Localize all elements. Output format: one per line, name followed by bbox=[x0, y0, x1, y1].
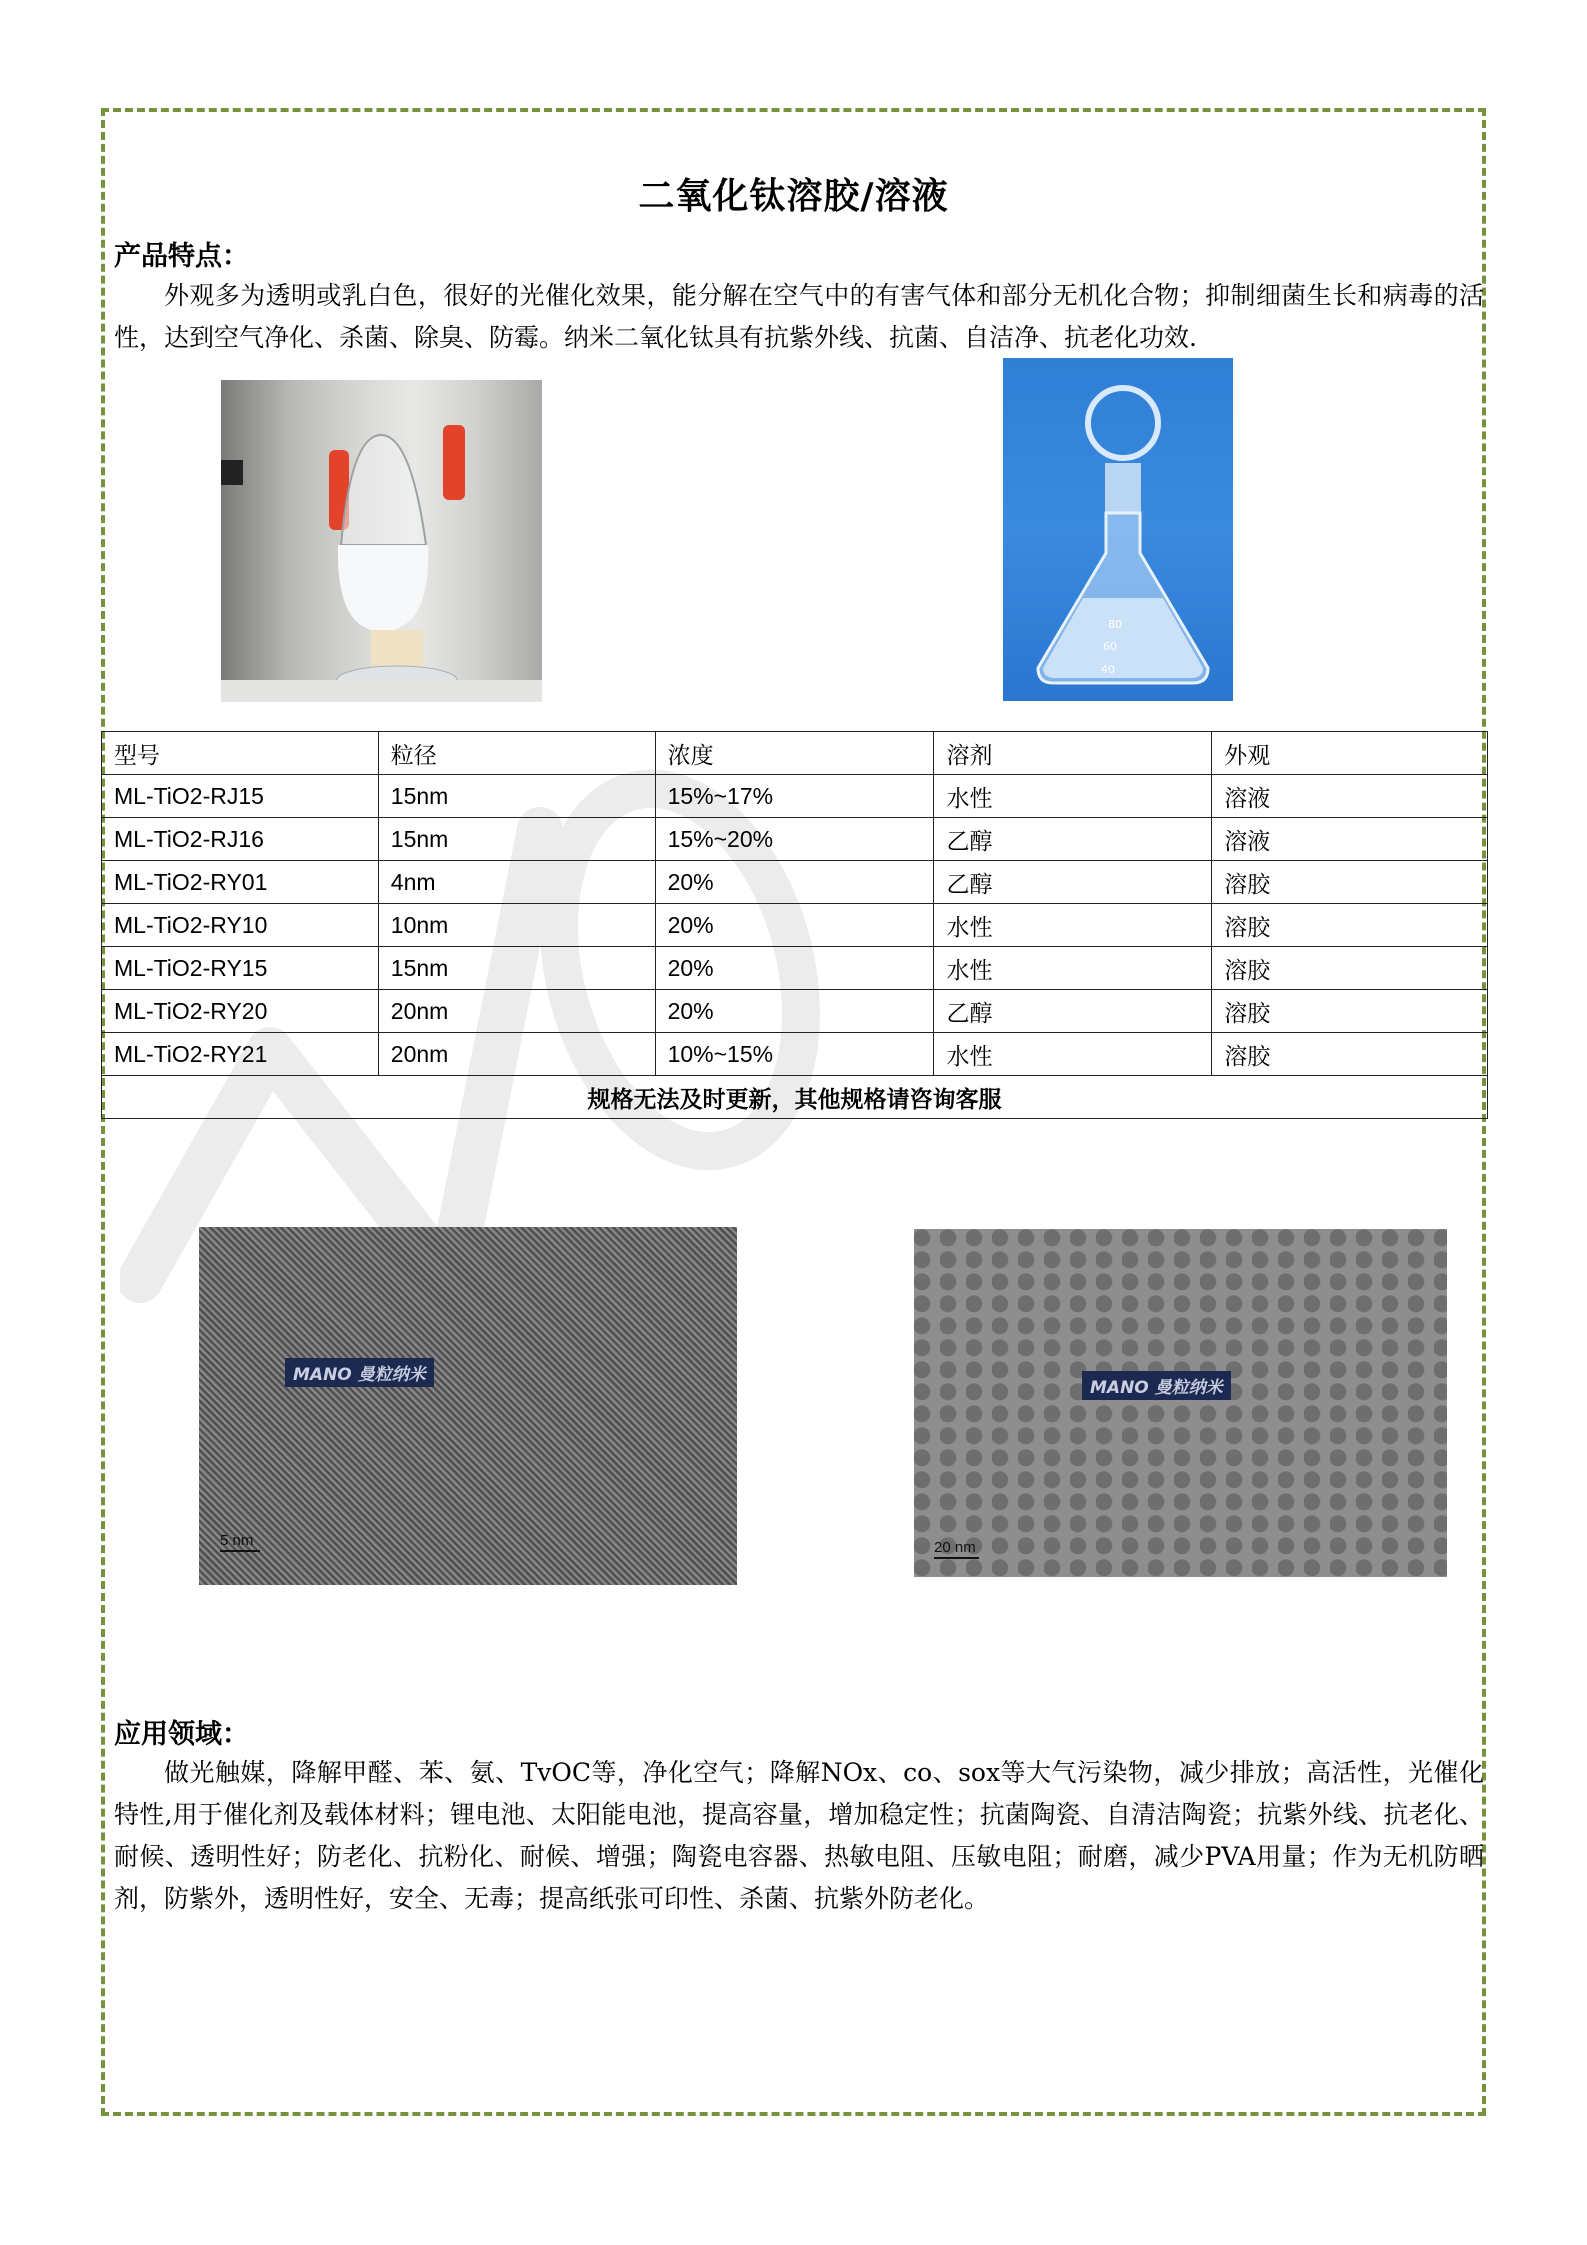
table-row bbox=[102, 861, 1488, 904]
cell-solvent: 水性 bbox=[934, 775, 1212, 818]
spec-table bbox=[101, 731, 1488, 1119]
cell-model: ML-TiO2-RY20 bbox=[102, 990, 379, 1033]
tem-image-particles bbox=[914, 1229, 1447, 1577]
table-row bbox=[102, 1033, 1488, 1076]
scale-bar-label: 20 nm bbox=[934, 1539, 979, 1559]
table-row bbox=[102, 775, 1488, 818]
header-concentration: 浓度 bbox=[655, 732, 934, 775]
cell-particle-size: 15nm bbox=[378, 947, 655, 990]
features-paragraph: 外观多为透明或乳白色，很好的光催化效果，能分解在空气中的有害气体和部分无机化合物；抑制细菌生长和病毒的活性，达到空气净化、杀菌、除臭、防霉。纳米二氧化钛具有抗紫外线、抗菌、自洁净、抗老化功效. bbox=[114, 281, 1484, 352]
table-row bbox=[102, 990, 1488, 1033]
solution-flask-photo bbox=[1003, 358, 1233, 701]
header-model: 型号 bbox=[102, 732, 379, 775]
cell-model: ML-TiO2-RJ16 bbox=[102, 818, 379, 861]
cell-solvent: 乙醇 bbox=[934, 818, 1212, 861]
cell-appearance: 溶胶 bbox=[1212, 1033, 1488, 1076]
cell-solvent: 水性 bbox=[934, 904, 1212, 947]
header-solvent: 溶剂 bbox=[934, 732, 1212, 775]
cell-concentration: 20% bbox=[655, 904, 934, 947]
cell-concentration: 20% bbox=[655, 947, 934, 990]
flask-illustration-icon bbox=[1003, 358, 1233, 701]
cell-appearance: 溶胶 bbox=[1212, 904, 1488, 947]
cell-model: ML-TiO2-RY21 bbox=[102, 1033, 379, 1076]
vial-illustration-icon bbox=[221, 380, 542, 702]
cell-concentration: 20% bbox=[655, 990, 934, 1033]
cell-model: ML-TiO2-RY01 bbox=[102, 861, 379, 904]
applications-paragraph: 做光触媒，降解甲醛、苯、氨、TvOC等，净化空气；降解NOx、co、sox等大气污染物，减少排放；高活性，光催化特性,用于催化剂及载体材料；锂电池、太阳能电池，提高容量，增加稳定性；抗菌陶瓷、自清洁陶瓷；抗紫外线、抗老化、耐候、透明性好；防老化、抗粉化、耐候、增强；陶瓷电容器、热敏电阻、压敏电阻；耐磨，减少PVA用量；作为无机防晒剂，防紫外，透明性好，安全、无毒；提高纸张可印性、杀菌、抗紫外防老化。 bbox=[114, 1758, 1484, 1913]
tem-watermark-label: MANO 曼粒纳米 bbox=[1082, 1371, 1231, 1400]
cell-appearance: 溶胶 bbox=[1212, 947, 1488, 990]
cell-model: ML-TiO2-RJ15 bbox=[102, 775, 379, 818]
cell-particle-size: 15nm bbox=[378, 818, 655, 861]
spec-update-note: 规格无法及时更新，其他规格请咨询客服 bbox=[102, 1076, 1488, 1119]
cell-particle-size: 20nm bbox=[378, 1033, 655, 1076]
cell-solvent: 乙醇 bbox=[934, 990, 1212, 1033]
cell-concentration: 10%~15% bbox=[655, 1033, 934, 1076]
cell-solvent: 水性 bbox=[934, 947, 1212, 990]
cell-appearance: 溶液 bbox=[1212, 818, 1488, 861]
page-title: 二氧化钛溶胶/溶液 bbox=[638, 176, 949, 217]
cell-model: ML-TiO2-RY10 bbox=[102, 904, 379, 947]
cell-solvent: 乙醇 bbox=[934, 861, 1212, 904]
cell-appearance: 溶胶 bbox=[1212, 990, 1488, 1033]
table-row bbox=[102, 904, 1488, 947]
table-row bbox=[102, 947, 1488, 990]
header-appearance: 外观 bbox=[1212, 732, 1488, 775]
cell-model: ML-TiO2-RY15 bbox=[102, 947, 379, 990]
cell-concentration: 15%~20% bbox=[655, 818, 934, 861]
applications-heading: 应用领域： bbox=[114, 1719, 249, 1750]
cell-concentration: 20% bbox=[655, 861, 934, 904]
table-row bbox=[102, 818, 1488, 861]
cell-solvent: 水性 bbox=[934, 1033, 1212, 1076]
cell-concentration: 15%~17% bbox=[655, 775, 934, 818]
cell-appearance: 溶胶 bbox=[1212, 861, 1488, 904]
cell-particle-size: 20nm bbox=[378, 990, 655, 1033]
tem-watermark-label: MANO 曼粒纳米 bbox=[285, 1358, 434, 1387]
scale-bar-label: 5 nm bbox=[220, 1532, 260, 1552]
tem-image-lattice bbox=[199, 1227, 737, 1585]
svg-text:80: 80 bbox=[1108, 618, 1122, 631]
svg-text:60: 60 bbox=[1103, 640, 1117, 653]
table-header-row bbox=[102, 732, 1488, 775]
cell-appearance: 溶液 bbox=[1212, 775, 1488, 818]
cell-particle-size: 4nm bbox=[378, 861, 655, 904]
svg-text:40: 40 bbox=[1101, 663, 1115, 676]
sol-vial-photo bbox=[221, 380, 542, 702]
cell-particle-size: 15nm bbox=[378, 775, 655, 818]
features-heading: 产品特点： bbox=[114, 241, 249, 272]
cell-particle-size: 10nm bbox=[378, 904, 655, 947]
header-particle-size: 粒径 bbox=[378, 732, 655, 775]
table-note-row bbox=[102, 1076, 1488, 1119]
